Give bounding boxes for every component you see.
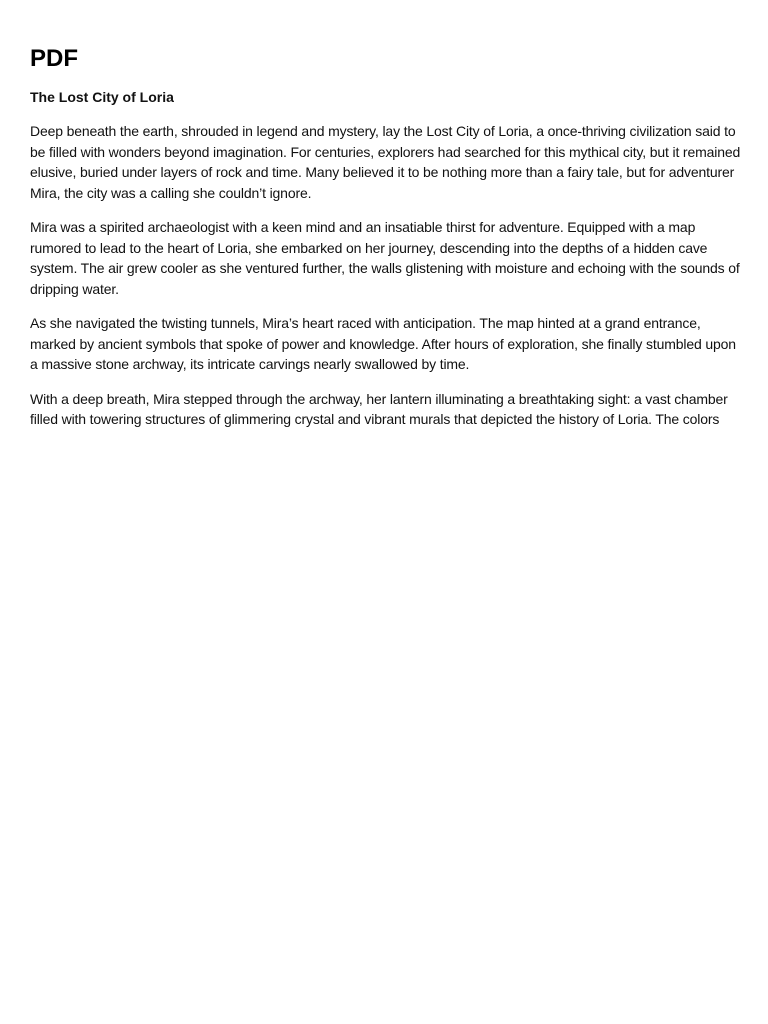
page-heading: PDF [30,45,78,72]
paragraph: With a deep breath, Mira stepped through the archway, her lantern illuminating a breathtaking sight: a vast chamber filled with towering structures of glimmering crystal and vibrant murals that depicted the history of Loria. The colors [30,390,728,427]
story-body [30,121,742,444]
paragraph: As she navigated the twisting tunnels, Mira’s heart raced with anticipation. The map hinted at a grand entrance, marked by ancient symbols that spoke of power and knowledge. After hours of exploration, she finally stumbled upon a massive stone archway, its intricate carvings nearly swallowed by time. [30,315,736,372]
story-title: The Lost City of Loria [30,89,174,105]
paragraph: Deep beneath the earth, shrouded in legend and mystery, lay the Lost City of Loria, a once-thriving civilization said to be filled with wonders beyond imagination. For centuries, explorers had searched for this mythical city, but it remained elusive, buried under layers of rock and time. Many believed it to be nothing more than a fairy tale, but for adventurer Mira, the city was a calling she couldn’t ignore. [30,123,741,201]
paragraph: Mira was a spirited archaeologist with a keen mind and an insatiable thirst for adventure. Equipped with a map rumored to lead to the heart of Loria, she embarked on her journey, descending into the depths of a hidden cave system. The air grew cooler as she ventured further, the walls glistening with moisture and echoing with the sounds of dripping water. [30,219,740,297]
